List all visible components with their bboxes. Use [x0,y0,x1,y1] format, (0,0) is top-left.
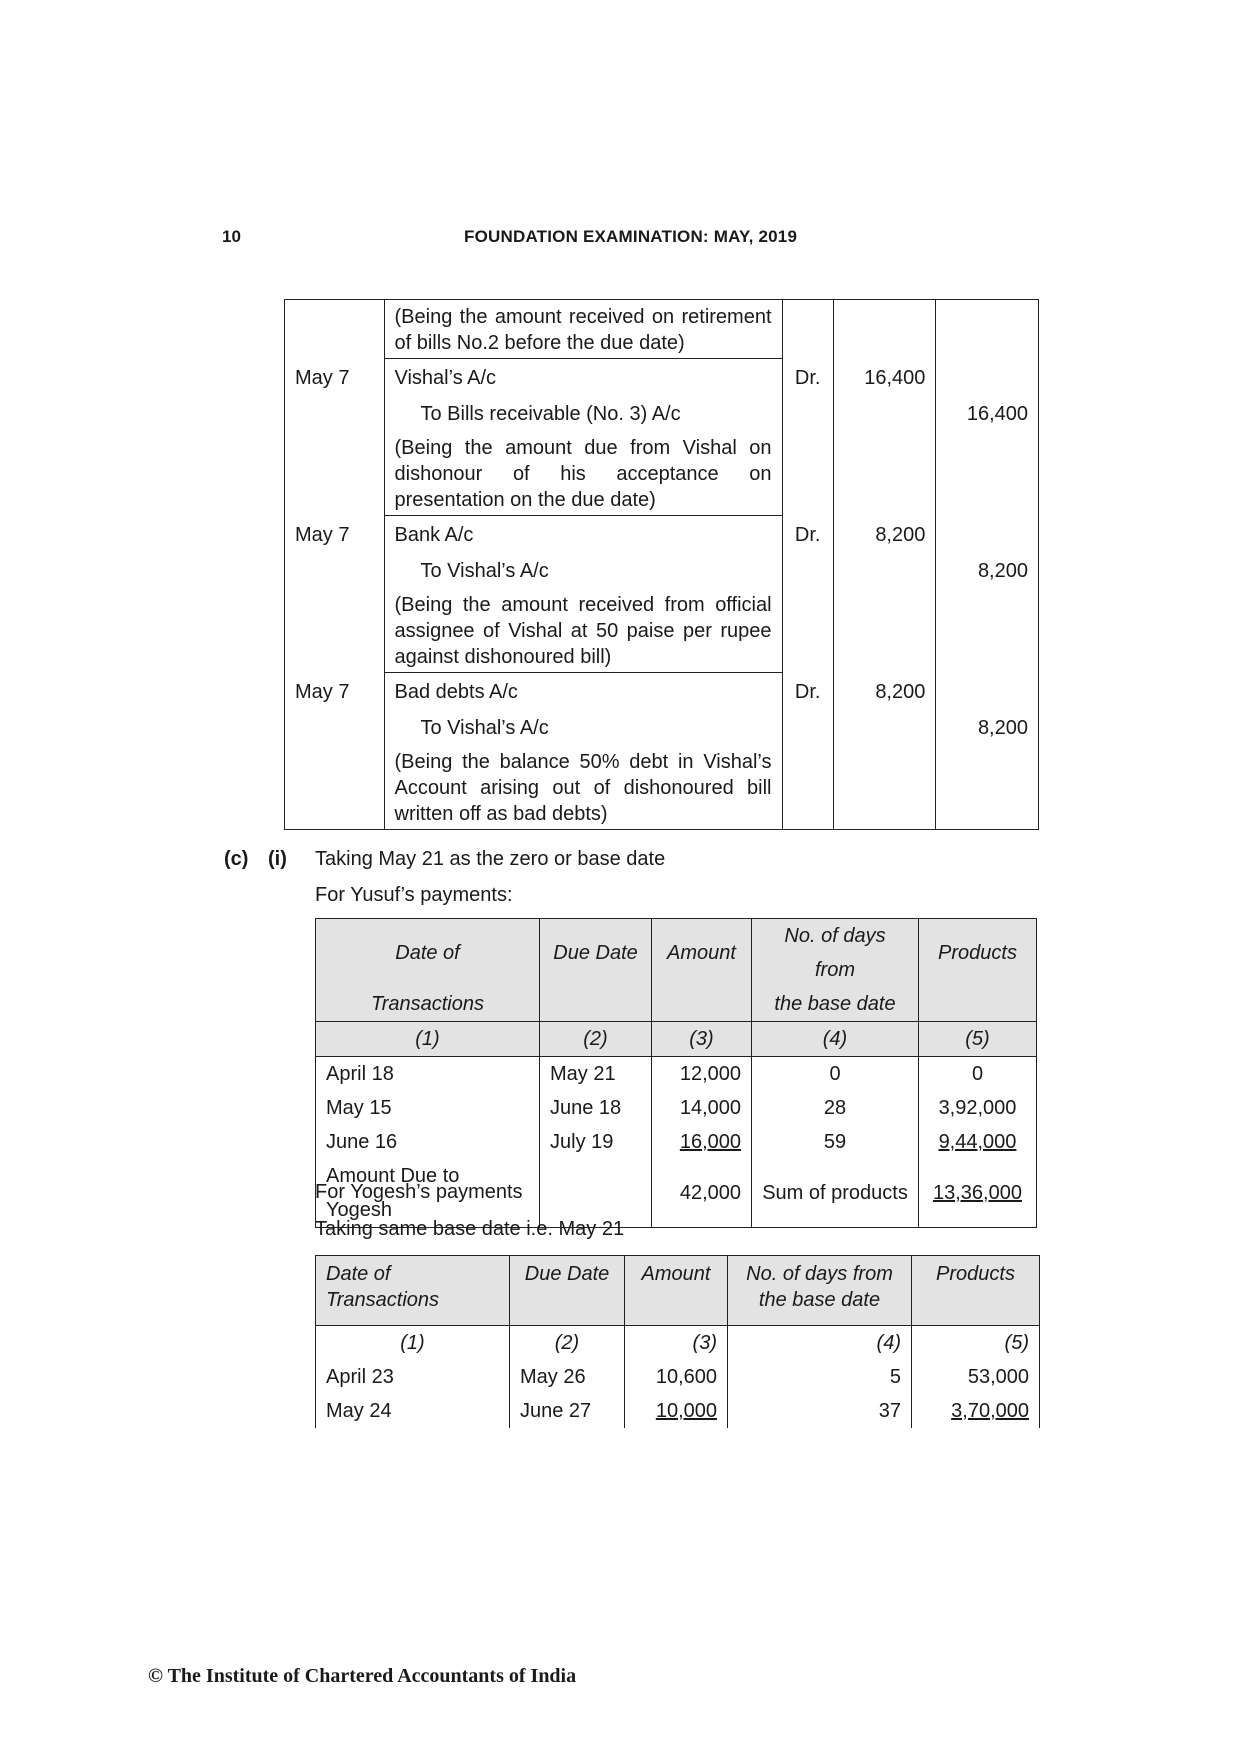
section-sub-label: (i) [268,848,287,870]
journal-date: May 7 [285,516,385,553]
cell-product: 53,000 [912,1360,1040,1394]
col-header-due-date: Due Date [540,919,652,988]
col-header-date: Date of [316,919,540,988]
total-product: 13,36,000 [933,1182,1022,1204]
col-header-amount: Amount [652,919,752,988]
section-label: (c) [224,848,249,870]
journal-narration: (Being the amount received from official assignee of Vishal at 50 paise per rupee against dishonoured bill) [384,588,782,673]
journal-row [285,552,1039,588]
debit-amount: 8,200 [833,516,936,553]
col-number: (5) [919,1022,1037,1057]
page-number: 10 [222,227,241,246]
table-row [316,1091,1037,1125]
cell-product: 9,44,000 [938,1131,1017,1153]
table-header-row [316,1256,1040,1326]
journal-row [285,395,1039,431]
table-row [316,1394,1040,1428]
cell-due-date: May 21 [540,1057,652,1092]
cell-days: 5 [728,1360,912,1394]
cell-due-date: July 19 [540,1125,652,1159]
journal-row [285,588,1039,673]
credit-account: To Bills receivable (No. 3) A/c [384,395,782,431]
cell-date: April 23 [316,1360,510,1394]
table-row [316,1125,1037,1159]
column-number-row [316,1022,1037,1057]
journal-row [285,745,1039,830]
total-amount: 42,000 [652,1159,752,1228]
col-header-date: Date of Transactions [316,1256,510,1326]
cell-days: 0 [752,1057,919,1092]
journal-row [285,516,1039,553]
col-header-amount: Amount [625,1256,728,1326]
col-header-days-line2: the base date [752,987,919,1022]
base-date-line: Taking May 21 as the zero or base date [315,848,666,870]
yogesh-table [315,1255,1040,1428]
table-header-row [316,919,1037,988]
credit-account: To Vishal’s A/c [384,552,782,588]
cell-due-date: June 18 [540,1091,652,1125]
cell-days: 59 [752,1125,919,1159]
journal-narration: (Being the amount due from Vishal on dishonour of his acceptance on presentation on the due date) [384,431,782,516]
dr-label: Dr. [782,359,833,396]
journal-row [285,431,1039,516]
debit-account: Vishal’s A/c [384,359,782,396]
table-header-row [316,987,1037,1022]
cell-days: 28 [752,1091,919,1125]
cell-amount: 10,600 [625,1360,728,1394]
credit-amount: 8,200 [936,709,1039,745]
journal-date: May 7 [285,673,385,710]
dr-label: Dr. [782,516,833,553]
cell-due-date: May 26 [510,1360,625,1394]
table-row [316,1360,1040,1394]
journal-narration: (Being the amount received on retirement of bills No.2 before the due date) [384,300,782,359]
cell-product: 0 [919,1057,1037,1092]
sum-of-products-label: Sum of products [752,1159,919,1228]
cell-product: 3,70,000 [951,1400,1029,1422]
cell-amount: 12,000 [652,1057,752,1092]
yogesh-heading: For Yogesh’s payments [315,1181,523,1203]
cell-days: 37 [728,1394,912,1428]
cell-amount: 14,000 [652,1091,752,1125]
col-number: (2) [540,1022,652,1057]
col-header-due-date: Due Date [510,1256,625,1326]
col-header-products: Products [912,1256,1040,1326]
cell-date: April 18 [316,1057,540,1092]
debit-account: Bank A/c [384,516,782,553]
col-number: (4) [752,1022,919,1057]
cell-date: May 24 [316,1394,510,1428]
journal-table [284,299,1039,830]
debit-amount: 8,200 [833,673,936,710]
col-number: (5) [912,1326,1040,1361]
dr-label: Dr. [782,673,833,710]
col-number: (1) [316,1022,540,1057]
col-number: (3) [625,1326,728,1361]
cell-product: 3,92,000 [919,1091,1037,1125]
credit-amount: 8,200 [936,552,1039,588]
cell-amount: 16,000 [679,1131,741,1153]
journal-row [285,709,1039,745]
journal-row [285,359,1039,396]
credit-amount: 16,400 [936,395,1039,431]
yusuf-heading: For Yusuf’s payments: [315,884,513,906]
col-header-date-line2: Transactions [316,987,540,1022]
col-header-days: No. of days from [752,919,919,988]
col-header-days: No. of days from the base date [728,1256,912,1326]
debit-account: Bad debts A/c [384,673,782,710]
column-number-row [316,1326,1040,1361]
cell-date: May 15 [316,1091,540,1125]
page-header: FOUNDATION EXAMINATION: MAY, 2019 [464,227,798,246]
cell-due-date: June 27 [510,1394,625,1428]
credit-account: To Vishal’s A/c [384,709,782,745]
col-number: (3) [652,1022,752,1057]
yogesh-base-date: Taking same base date i.e. May 21 [315,1218,625,1240]
journal-row [285,673,1039,710]
cell-date: June 16 [316,1125,540,1159]
journal-date: May 7 [285,359,385,396]
col-number: (2) [510,1326,625,1361]
debit-amount: 16,400 [833,359,936,396]
col-number: (1) [316,1326,510,1361]
cell-amount: 10,000 [655,1400,717,1422]
total-label: Amount Due to Yogesh [316,1159,540,1228]
page-footer: © The Institute of Chartered Accountants of India [148,1665,577,1687]
col-header-products: Products [919,919,1037,988]
journal-row [285,300,1039,359]
journal-narration: (Being the balance 50% debt in Vishal’s Account arising out of dishonoured bill written off as bad debts) [384,745,782,830]
col-number: (4) [728,1326,912,1361]
table-row [316,1057,1037,1092]
